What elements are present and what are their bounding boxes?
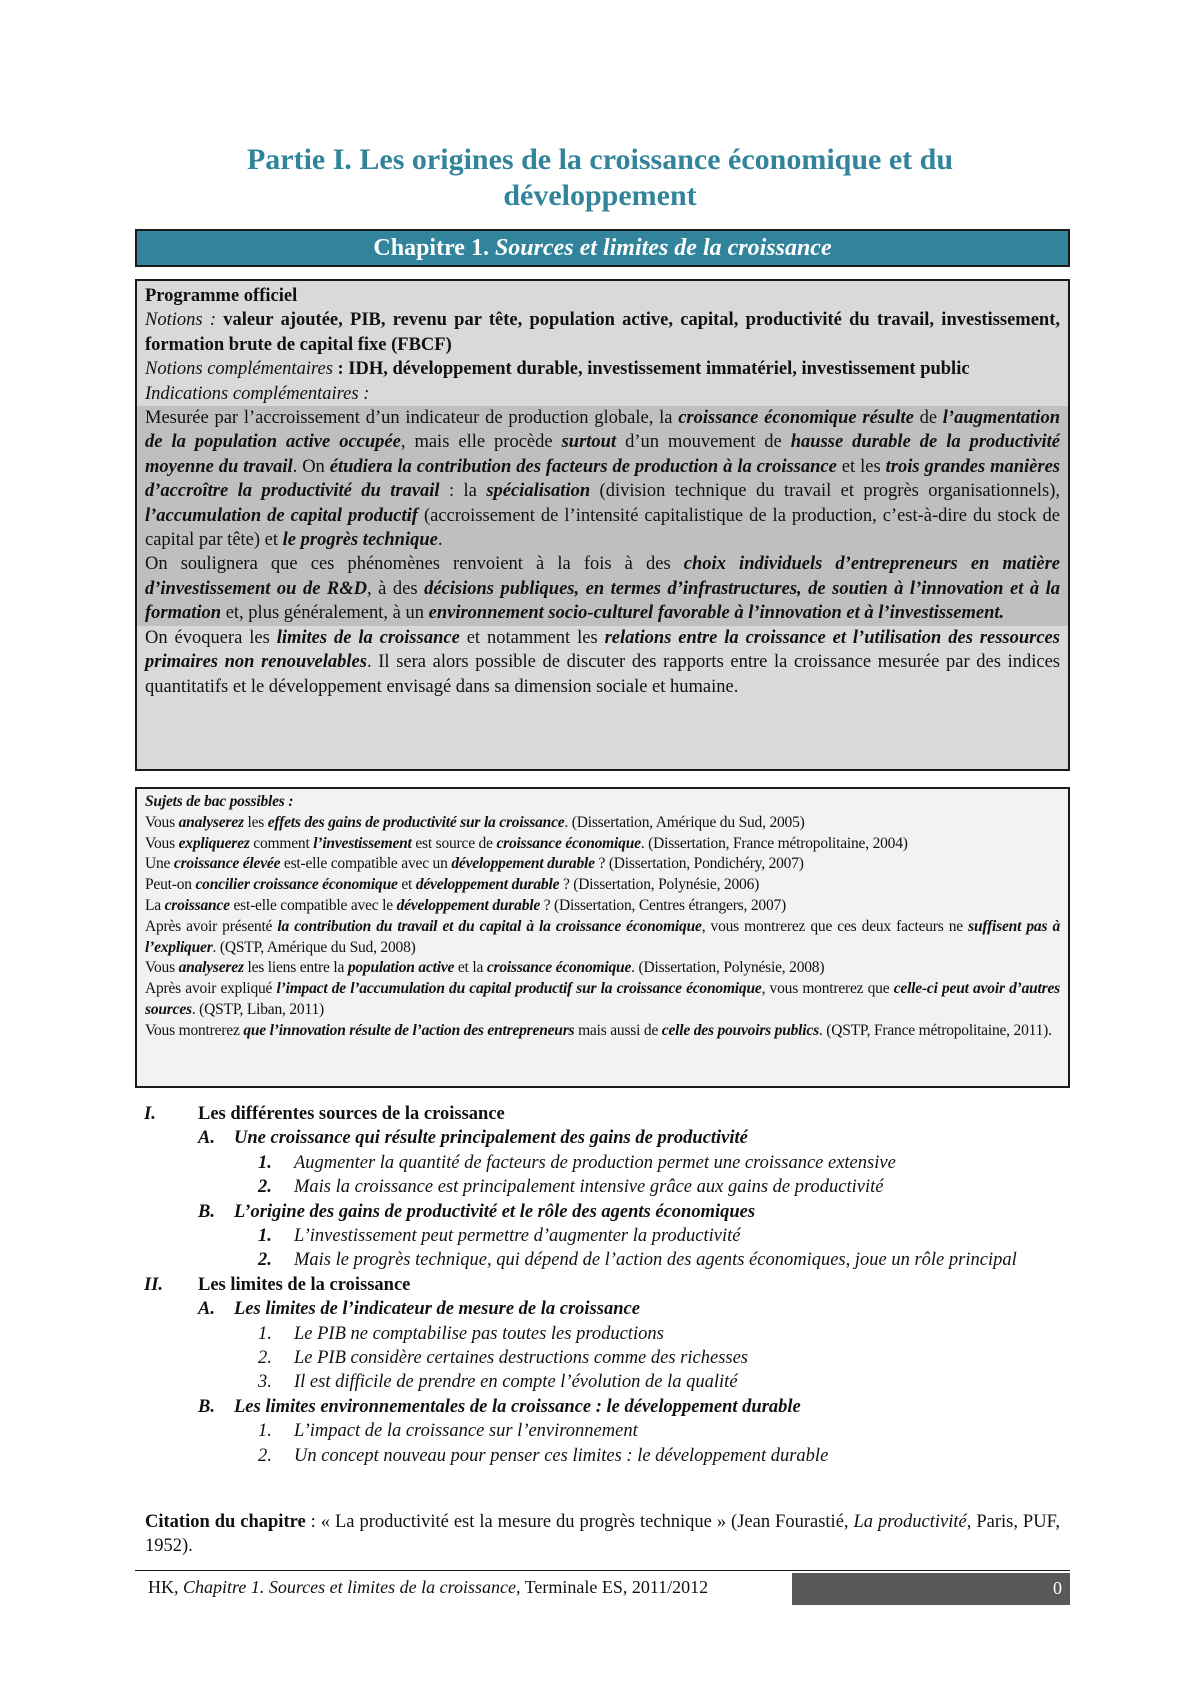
outline-item-level-3 — [140, 1370, 1060, 1394]
outline-text: Le PIB ne comptabilise pas toutes les productions — [294, 1323, 664, 1344]
outline-number: 1. — [258, 1323, 272, 1344]
outline-item-level-2 — [140, 1126, 1060, 1150]
sujet-item: Après avoir expliqué l’impact de l’accumulation du capital productif sur la croissance économique, vous montrerez que celle-ci peut avoir d’autres sources. (QSTP, Liban, 2011) — [145, 980, 1060, 1018]
outline-number: 1. — [258, 1226, 272, 1247]
outline-text: Les limites environnementales de la croissance : le développement durable — [234, 1396, 801, 1417]
sujet-item: Vous expliquerez comment l’investissement est source de croissance économique. (Dissertation, France métropolitaine, 2004) — [145, 834, 908, 852]
outline-text: Un concept nouveau pour penser ces limites : le développement durable — [294, 1445, 829, 1466]
outline-text: Les différentes sources de la croissance — [198, 1104, 505, 1124]
outline-number: 2. — [258, 1445, 272, 1466]
outline-item-level-3 — [140, 1248, 1060, 1272]
notions-complementaires-line — [145, 357, 1060, 381]
outline-item-level-1 — [140, 1273, 1060, 1297]
outline-item-level-3 — [140, 1175, 1060, 1199]
outline-number: A. — [198, 1128, 215, 1149]
outline-text: Une croissance qui résulte principalement des gains de productivité — [234, 1128, 748, 1149]
chapter-banner — [135, 229, 1070, 267]
notions-label: Notions : — [145, 310, 217, 331]
chapter-prefix: Chapitre 1. — [373, 235, 489, 261]
outline-number: II. — [144, 1274, 164, 1295]
chapter-title: Sources et limites de la croissance — [494, 235, 832, 261]
sujet-item: Vous analyserez les liens entre la population active et la croissance économique. (Dissertation, Polynésie, 2008) — [145, 959, 825, 977]
programme-heading: Programme officiel — [145, 286, 298, 306]
outline-number: I. — [144, 1104, 156, 1124]
outline-text: Mais le progrès technique, qui dépend de l’action des agents économiques, joue un rôle principal — [294, 1250, 1017, 1271]
outline-text: Mais la croissance est principalement intensive grâce aux gains de productivité — [294, 1177, 884, 1198]
page-number: 0 — [792, 1573, 1070, 1605]
outline-item-level-3 — [140, 1444, 1060, 1468]
outline-number: 1. — [258, 1421, 272, 1442]
chapter-outline — [140, 1102, 1060, 1468]
footer-author: HK, — [148, 1577, 183, 1597]
outline-item-level-2 — [140, 1200, 1060, 1224]
outline-item-level-2 — [140, 1297, 1060, 1321]
footer-text — [148, 1575, 708, 1599]
outline-number: A. — [198, 1299, 215, 1320]
sujet-item: Une croissance élevée est-elle compatible avec un développement durable ? (Dissertation, Pondichéry, 2007) — [145, 855, 804, 873]
outline-item-level-3 — [140, 1419, 1060, 1443]
sujets-bac-box — [135, 787, 1070, 1088]
outline-number: B. — [198, 1201, 215, 1222]
sujets-list — [145, 813, 1060, 1042]
footer-divider — [135, 1570, 1070, 1571]
programme-paragraph-2: On soulignera que ces phénomènes renvoient à la fois à des choix individuels d’entrepreneurs en matière d’investissement ou de R&D, à des décisions publiques, en termes d’infrastructures, de soutien à l’innovation et à la formation et, plus généralement, à un environnement socio-culturel favorable à l’innovation et à l’investissement. — [137, 552, 1068, 625]
outline-number: 3. — [258, 1372, 272, 1393]
outline-text: L’origine des gains de productivité et le rôle des agents économiques — [234, 1201, 756, 1222]
notions-line — [145, 308, 1060, 357]
outline-item-level-3 — [140, 1224, 1060, 1248]
outline-item-level-2 — [140, 1395, 1060, 1419]
outline-item-level-3 — [140, 1346, 1060, 1370]
sujet-item: La croissance est-elle compatible avec le développement durable ? (Dissertation, Centres étrangers, 2007) — [145, 896, 787, 914]
outline-number: 2. — [258, 1177, 272, 1198]
outline-text: Il est difficile de prendre en compte l’évolution de la qualité — [294, 1372, 738, 1393]
outline-number: 2. — [258, 1348, 272, 1369]
sujet-item: Peut-on concilier croissance économique et développement durable ? (Dissertation, Polynésie, 2006) — [145, 876, 760, 894]
programme-paragraph-1: Mesurée par l’accroissement d’un indicateur de production globale, la croissance économique résulte de l’augmentation de la population active occupée, mais elle procède surtout d’un mouvement de hausse durable de la productivité moyenne du travail. On étudiera la contribution des facteurs de production à la croissance et les trois grandes manières d’accroître la productivité du travail : la spécialisation (division technique du travail et progrès organisationnels), l’accumulation de capital productif (accroissement de l’intensité capitalistique de la production, c’est-à-dire du stock de capital par tête) et le progrès technique. — [137, 406, 1068, 552]
sujets-heading: Sujets de bac possibles : — [145, 793, 294, 810]
outline-item-level-3 — [140, 1322, 1060, 1346]
outline-text: Le PIB considère certaines destructions comme des richesses — [294, 1348, 748, 1369]
outline-item-level-1 — [140, 1102, 1060, 1126]
programme-paragraph-3: On évoquera les limites de la croissance et notamment les relations entre la croissance et l’utilisation des ressources primaires non renouvelables. Il sera alors possible de discuter des rapports entre la croissance mesurée par des indices quantitatifs et le développement envisagé dans sa dimension sociale et humaine. — [145, 627, 1060, 697]
outline-number: 1. — [258, 1152, 272, 1173]
indications-label: Indications complémentaires : — [145, 383, 370, 404]
outline-text: Les limites de la croissance — [198, 1274, 411, 1295]
notions-comp-text: : IDH, développement durable, investissement immatériel, investissement public — [332, 359, 970, 380]
programme-officiel-box — [135, 279, 1070, 771]
notions-text: valeur ajoutée, PIB, revenu par tête, population active, capital, productivité du travail, investissement, formation brute de capital fixe (FBCF) — [145, 310, 1060, 355]
outline-item-level-3 — [140, 1151, 1060, 1175]
page-title: Partie I. Les origines de la croissance économique et du développement — [246, 143, 954, 212]
footer-rest: , Terminale ES, 2011/2012 — [515, 1577, 709, 1597]
footer-chapter: Chapitre 1. Sources et limites de la croissance — [183, 1577, 516, 1597]
outline-text: L’investissement peut permettre d’augmenter la productivité — [294, 1226, 741, 1247]
outline-text: Augmenter la quantité de facteurs de production permet une croissance extensive — [294, 1152, 896, 1173]
chapter-citation: Citation du chapitre : « La productivité est la mesure du progrès technique » (Jean Fourastié, La productivité, Paris, PUF, 1952). — [145, 1512, 1060, 1557]
sujet-item: Après avoir présenté la contribution du travail et du capital à la croissance économique, vous montrerez que ces deux facteurs ne suffisent pas à l’expliquer. (QSTP, Amérique du Sud, 2008) — [145, 917, 1061, 956]
outline-text: L’impact de la croissance sur l’environnement — [294, 1421, 638, 1442]
sujet-item: Vous montrerez que l’innovation résulte de l’action des entrepreneurs mais aussi de celle des pouvoirs publics. (QSTP, France métropolitaine, 2011). — [145, 1021, 1052, 1039]
outline-number: 2. — [258, 1250, 272, 1271]
notions-comp-label: Notions complémentaires — [145, 359, 333, 380]
outline-number: B. — [198, 1396, 215, 1417]
sujet-item: Vous analyserez les effets des gains de productivité sur la croissance. (Dissertation, Amérique du Sud, 2005) — [145, 813, 805, 831]
outline-text: Les limites de l’indicateur de mesure de la croissance — [234, 1299, 640, 1320]
